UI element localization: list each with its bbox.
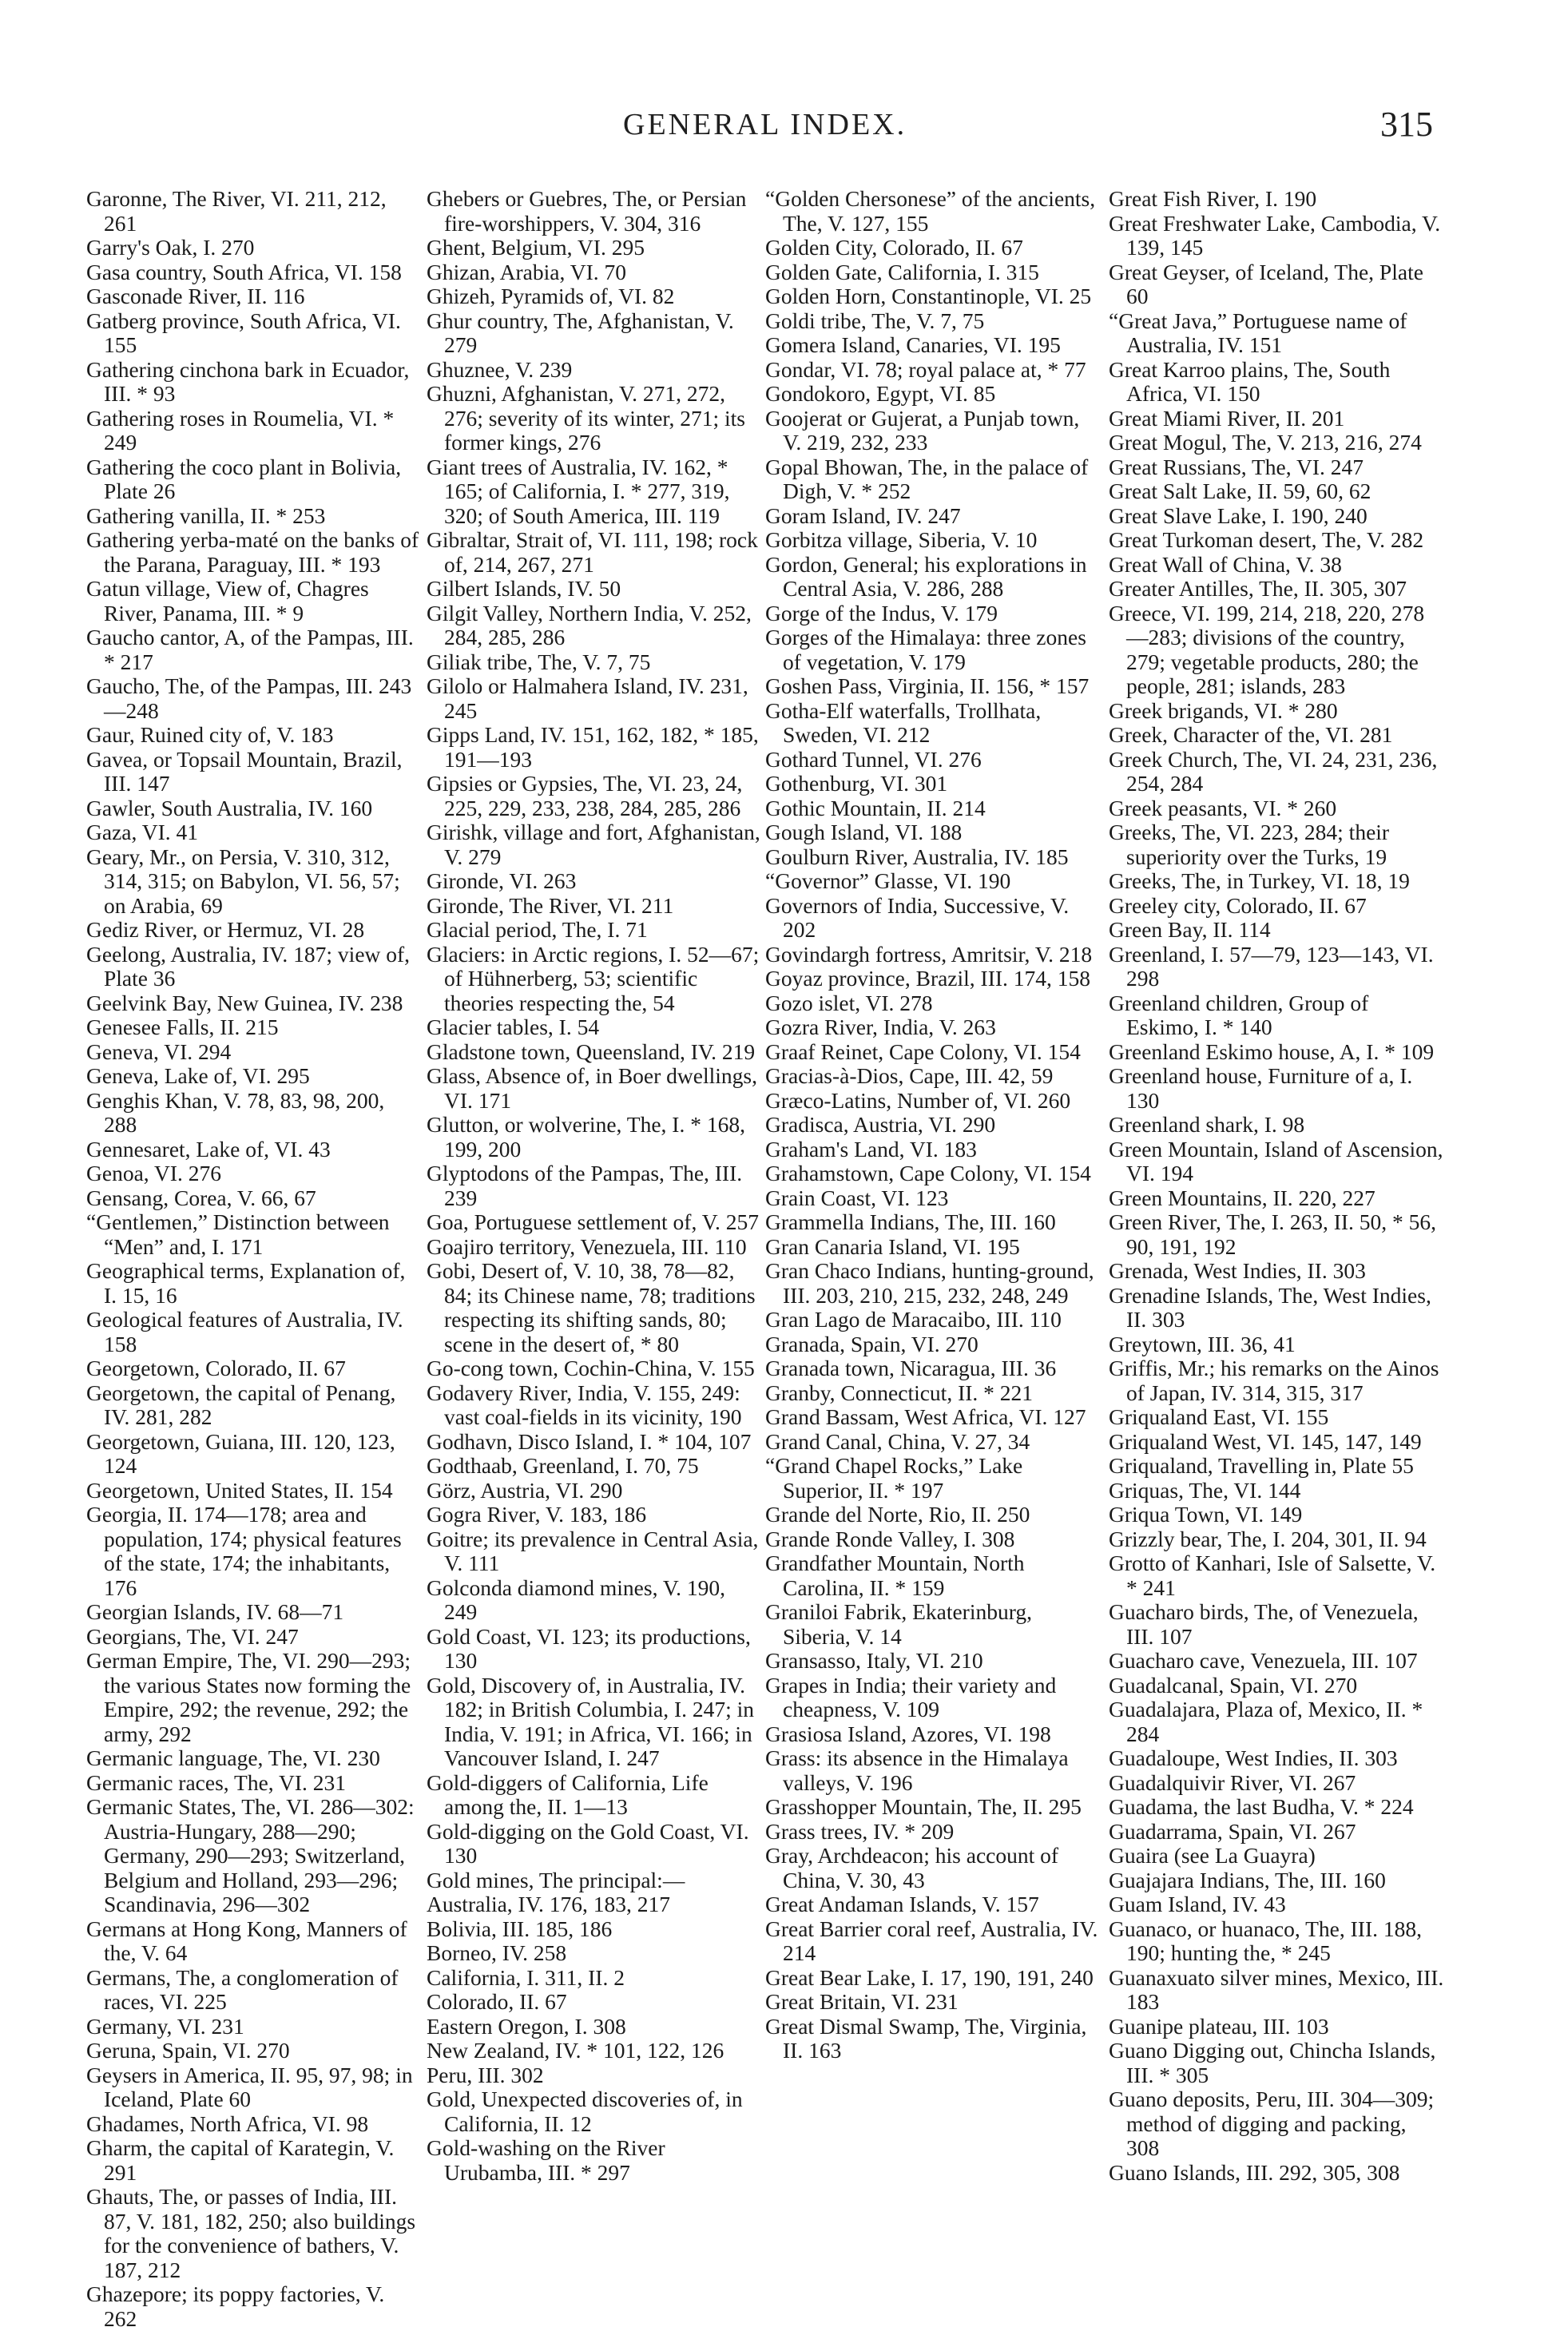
index-entry: Germany, VI. 231 [86,2013,244,2039]
index-entry: Grass: its absence in the Himalaya valleys, V. 196 [765,1745,1069,1795]
index-entry: Griqualand West, VI. 145, 147, 149 [1109,1428,1422,1454]
index-entry: Georgians, The, VI. 247 [86,1623,299,1649]
index-entry: Greenland Eskimo house, A, I. * 109 [1109,1038,1435,1064]
index-entry: Gold-digging on the Gold Coast, VI. 130 [427,1818,749,1868]
index-entry: Geary, Mr., on Persia, V. 310, 312, 314, 315; on Babylon, VI. 56, 57; on Arabia, 69 [86,844,400,918]
index-entry: Græco-Latins, Number of, VI. 260 [765,1087,1071,1113]
index-entry: Guaira (see La Guayra) [1109,1843,1316,1868]
index-entry: Gotha-Elf waterfalls, Trollhata, Sweden, VI. 212 [765,697,1042,747]
index-entry: Germans at Hong Kong, Manners of the, V. 64 [86,1916,407,1965]
index-entry: Greeley city, Colorado, II. 67 [1109,892,1367,918]
index-entry: Goram Island, IV. 247 [765,502,961,528]
index-entry: Germanic races, The, VI. 231 [86,1769,347,1795]
index-entry: Guadalquivir River, VI. 267 [1109,1769,1356,1795]
index-entry: Great Barrier coral reef, Australia, IV. 214 [765,1916,1098,1965]
index-entry: Gensang, Corea, V. 66, 67 [86,1185,316,1210]
index-entry: Griqua Town, VI. 149 [1109,1502,1303,1527]
index-entry: Granby, Connecticut, II. * 221 [765,1380,1034,1405]
index-entry: Geographical terms, Explanation of, I. 15, 16 [86,1258,406,1308]
index-column-2 [427,187,762,2185]
index-entry: Geneva, Lake of, VI. 295 [86,1063,310,1088]
index-entry: Gough Island, VI. 188 [765,820,963,844]
index-entry: Glass, Absence of, in Boer dwellings, VI. 171 [427,1063,757,1113]
index-entry: Ghuzni, Afghanistan, V. 271, 272, 276; severity of its winter, 271; its former kings, 276 [427,381,745,455]
index-entry: Graniloi Fabrik, Ekaterinburg, Siberia, V. 14 [765,1599,1033,1649]
index-entry: Griquas, The, VI. 144 [1109,1477,1301,1503]
index-entry: Green Mountain, Island of Ascension, VI. 194 [1109,1136,1443,1185]
index-entry: Goulburn River, Australia, IV. 185 [765,844,1069,869]
index-entry: Goajiro territory, Venezuela, III. 110 [427,1233,747,1259]
index-entry: Genoa, VI. 276 [86,1161,222,1185]
index-entry: Greater Antilles, The, II. 305, 307 [1109,576,1407,601]
index-entry: Gipsies or Gypsies, The, VI. 23, 24, 225, 229, 233, 238, 284, 285, 286 [427,771,743,820]
index-entry: Greytown, III. 36, 41 [1109,1331,1296,1356]
index-entry: Green River, The, I. 263, II. 50, * 56, 90, 191, 192 [1109,1209,1437,1259]
index-entry: Great Wall of China, V. 38 [1109,551,1342,577]
index-entry: Gradisca, Austria, VI. 290 [765,1112,996,1137]
index-entry: Guacharo cave, Venezuela, III. 107 [1109,1648,1418,1673]
index-entry: Guadalajara, Plaza of, Mexico, II. * 284 [1109,1697,1423,1746]
index-entry: Guacharo birds, The, of Venezuela, III. 107 [1109,1599,1419,1649]
index-entry: Goyaz province, Brazil, III. 174, 158 [765,966,1091,991]
index-entry: Gold mines, The principal:— [427,1867,685,1892]
index-entry: Griffis, Mr.; his remarks on the Ainos of Japan, IV. 314, 315, 317 [1109,1356,1439,1405]
index-entry: Gatberg province, South Africa, VI. 155 [86,308,401,357]
index-entry: Green Mountains, II. 220, 227 [1109,1185,1375,1210]
index-entry: Glaciers: in Arctic regions, I. 52—67; of Hühnerberg, 53; scientific theories respecting the, 54 [427,941,760,1015]
index-entry: Georgetown, Colorado, II. 67 [86,1356,346,1380]
index-entry: Colorado, II. 67 [427,1989,567,2014]
index-entry: Grotto of Kanhari, Isle of Salsette, V. * 241 [1109,1551,1436,1600]
index-entry: Greenland shark, I. 98 [1109,1112,1305,1137]
index-entry: Gomera Island, Canaries, VI. 195 [765,332,1061,357]
index-entry: Genesee Falls, II. 215 [86,1015,279,1039]
index-entry: Great Salt Lake, II. 59, 60, 62 [1109,479,1372,503]
index-entry: Godthaab, Greenland, I. 70, 75 [427,1453,699,1478]
index-entry: Borneo, IV. 258 [427,1940,567,1965]
index-entry: Gasa country, South Africa, VI. 158 [86,259,402,284]
index-entry: Griqualand East, VI. 155 [1109,1404,1329,1429]
index-entry: Grasiosa Island, Azores, VI. 198 [765,1721,1051,1746]
running-header: GENERAL INDEX. [623,108,907,141]
index-entry: Great Freshwater Lake, Cambodia, V. 139, 145 [1109,210,1441,260]
index-entry: Goa, Portuguese settlement of, V. 257 [427,1209,760,1234]
index-entry: “Grand Chapel Rocks,” Lake Superior, II. * 197 [765,1453,1023,1503]
index-entry: Australia, IV. 176, 183, 217 [427,1892,671,1916]
index-entry: Greek Church, The, VI. 24, 231, 236, 254, 284 [1109,746,1438,796]
index-entry: Grizzly bear, The, I. 204, 301, II. 94 [1109,1526,1427,1551]
index-entry: Greek, Character of the, VI. 281 [1109,722,1393,747]
index-entry: Gaza, VI. 41 [86,820,198,844]
index-entry: Great Russians, The, VI. 247 [1109,454,1364,479]
index-entry: Guadarrama, Spain, VI. 267 [1109,1818,1356,1844]
index-entry: Germanic States, The, VI. 286—302: Austria-Hungary, 288—290; Germany, 290—293; Switzerland, Belgium and Holland, 293—296; Scandinavia, 296—302 [86,1794,415,1916]
index-entry: Guanipe plateau, III. 103 [1109,2013,1329,2039]
index-entry: Gopal Bhowan, The, in the palace of Digh, V. * 252 [765,454,1089,503]
index-entry: Great Andaman Islands, V. 157 [765,1892,1039,1916]
index-entry: Gray, Archdeacon; his account of China, V. 30, 43 [765,1843,1059,1892]
index-entry: Great Britain, VI. 231 [765,1989,959,2014]
index-entry: Gaucho cantor, A, of the Pampas, III. * 217 [86,625,414,674]
index-entry: Greek brigands, VI. * 280 [1109,697,1338,723]
index-entry: Golden Gate, California, I. 315 [765,259,1039,284]
index-entry: Grande Ronde Valley, I. 308 [765,1526,1015,1551]
index-entry: Germans, The, a conglomeration of races, VI. 225 [86,1964,399,2014]
index-entry: Gobi, Desert of, V. 10, 38, 78—82, 84; its Chinese name, 78; traditions respecting its shifting sands, 80; scene in the desert of, * 80 [427,1258,756,1356]
index-entry: Glutton, or wolverine, The, I. * 168, 199, 200 [427,1112,745,1162]
index-entry: Gondokoro, Egypt, VI. 85 [765,381,996,406]
index-entry: New Zealand, IV. * 101, 122, 126 [427,2038,724,2063]
index-entry: Geneva, VI. 294 [86,1038,232,1064]
index-entry: Goojerat or Gujerat, a Punjab town, V. 219, 232, 233 [765,405,1080,455]
index-entry: Geological features of Australia, IV. 158 [86,1307,403,1356]
index-entry: Greeks, The, in Turkey, VI. 18, 19 [1109,868,1410,893]
index-entry: “Golden Chersonese” of the ancients, The, V. 127, 155 [765,186,1096,236]
index-entry: Giliak tribe, The, V. 7, 75 [427,649,651,674]
index-entry: Guano Islands, III. 292, 305, 308 [1109,2159,1400,2185]
index-entry: Gibraltar, Strait of, VI. 111, 198; rock of, 214, 267, 271 [427,527,758,577]
index-entry: Gozo islet, VI. 278 [765,990,933,1015]
index-entry: Grapes in India; their variety and cheapness, V. 109 [765,1672,1057,1721]
index-entry: Glacier tables, I. 54 [427,1015,600,1039]
index-entry: Great Fish River, I. 190 [1109,186,1317,211]
index-entry: Granada town, Nicaragua, III. 36 [765,1356,1057,1380]
index-entry: Guajajara Indians, The, III. 160 [1109,1867,1386,1892]
index-entry: Georgia, II. 174—178; area and population, 174; physical features of the state, 174; the inhabitants, 176 [86,1502,402,1600]
index-column-3 [765,187,1101,2063]
index-entry: Genghis Khan, V. 78, 83, 98, 200, 288 [86,1087,385,1137]
index-entry: Gothenburg, VI. 301 [765,771,948,796]
index-entry: Guano deposits, Peru, III. 304—309; method of digging and packing, 308 [1109,2087,1435,2160]
index-entry: Gaur, Ruined city of, V. 183 [86,722,334,747]
index-entry: Gilbert Islands, IV. 50 [427,576,621,601]
index-entry: Granada, Spain, VI. 270 [765,1331,979,1356]
index-entry: “Great Java,” Portuguese name of Australia, IV. 151 [1109,308,1407,357]
index-entry: Godavery River, India, V. 155, 249: vast coal-fields in its vicinity, 190 [427,1380,742,1429]
index-entry: California, I. 311, II. 2 [427,1964,625,1990]
index-entry: Goitre; its prevalence in Central Asia, V. 111 [427,1526,759,1575]
index-entry: Gracias-à-Dios, Cape, III. 42, 59 [765,1063,1054,1088]
index-entry: Gawler, South Australia, IV. 160 [86,795,373,820]
index-entry: Gondar, VI. 78; royal palace at, * 77 [765,356,1086,382]
index-entry: Gipps Land, IV. 151, 162, 182, * 185, 191—193 [427,722,759,772]
index-entry: Great Mogul, The, V. 213, 216, 274 [1109,430,1422,455]
index-entry: Governors of India, Successive, V. 202 [765,892,1070,942]
index-entry: Gathering yerba-maté on the banks of the Parana, Paraguay, III. * 193 [86,527,419,577]
index-entry: Grass trees, IV. * 209 [765,1818,955,1844]
index-entry: Gold, Unexpected discoveries of, in California, II. 12 [427,2087,743,2136]
index-entry: Goldi tribe, The, V. 7, 75 [765,308,985,333]
index-entry: Go-cong town, Cochin-China, V. 155 [427,1356,755,1380]
index-entry: Gediz River, or Hermuz, VI. 28 [86,917,365,942]
index-entry: Grain Coast, VI. 123 [765,1185,949,1210]
index-entry: Great Slave Lake, I. 190, 240 [1109,502,1368,528]
index-entry: Eastern Oregon, I. 308 [427,2013,626,2039]
index-entry: Grande del Norte, Rio, II. 250 [765,1502,1030,1527]
index-entry: Greenland children, Group of Eskimo, I. * 140 [1109,990,1369,1039]
index-entry: Ghizeh, Pyramids of, VI. 82 [427,284,675,308]
index-entry: Gathering roses in Roumelia, VI. * 249 [86,405,395,455]
index-entry: Gogra River, V. 183, 186 [427,1502,647,1527]
index-entry: Gothard Tunnel, VI. 276 [765,746,982,772]
index-entry: Gothic Mountain, II. 214 [765,795,986,820]
index-entry: Gaucho, The, of the Pampas, III. 243—248 [86,673,412,723]
index-entry: Glacial period, The, I. 71 [427,917,648,942]
index-entry: Gironde, VI. 263 [427,868,577,893]
index-entry: Great Karroo plains, The, South Africa, VI. 150 [1109,356,1391,406]
index-entry: Govindargh fortress, Amritsir, V. 218 [765,941,1093,967]
index-entry: Gasconade River, II. 116 [86,284,305,308]
index-entry: Guanaco, or huanaco, The, III. 188, 190; hunting the, * 245 [1109,1916,1422,1965]
index-entry: Golden City, Colorado, II. 67 [765,235,1023,260]
index-entry: Georgetown, Guiana, III. 120, 123, 124 [86,1428,395,1478]
index-entry: Gorges of the Himalaya: three zones of vegetation, V. 179 [765,625,1086,674]
index-entry: Gilgit Valley, Northern India, V. 252, 284, 285, 286 [427,600,752,649]
index-entry: Guanaxuato silver mines, Mexico, III. 183 [1109,1964,1444,2014]
index-entry: Graham's Land, VI. 183 [765,1136,977,1162]
index-entry: Gran Chaco Indians, hunting-ground, III. 203, 210, 215, 232, 248, 249 [765,1258,1094,1308]
index-entry: Ghizan, Arabia, VI. 70 [427,259,626,284]
index-entry: Green Bay, II. 114 [1109,917,1271,942]
index-entry: Greek peasants, VI. * 260 [1109,795,1337,820]
index-entry: Gavea, or Topsail Mountain, Brazil, III. 147 [86,746,403,796]
index-entry: Goshen Pass, Virginia, II. 156, * 157 [765,673,1090,698]
index-entry: Grenadine Islands, The, West Indies, II. 303 [1109,1282,1431,1332]
index-entry: Georgian Islands, IV. 68—71 [86,1599,344,1624]
index-entry: Gorge of the Indus, V. 179 [765,600,998,625]
index-entry: Great Dismal Swamp, The, Virginia, II. 163 [765,2013,1087,2063]
index-entry: Great Miami River, II. 201 [1109,405,1345,431]
index-entry: Guadaloupe, West Indies, II. 303 [1109,1745,1398,1770]
index-entry: Guadama, the last Budha, V. * 224 [1109,1794,1414,1819]
index-entry: Gathering cinchona bark in Ecuador, III. * 93 [86,356,410,406]
index-entry: Gran Canaria Island, VI. 195 [765,1233,1020,1259]
index-entry: Geysers in America, II. 95, 97, 98; in Iceland, Plate 60 [86,2062,413,2111]
index-entry: Grand Canal, China, V. 27, 34 [765,1428,1030,1454]
index-column-4 [1109,187,1444,2185]
index-entry: Grasshopper Mountain, The, II. 295 [765,1794,1082,1819]
index-entry: Guam Island, IV. 43 [1109,1892,1286,1916]
index-entry: Gironde, The River, VI. 211 [427,892,674,918]
index-entry: Guano Digging out, Chincha Islands, III. * 305 [1109,2038,1436,2087]
index-entry: Germanic language, The, VI. 230 [86,1745,380,1770]
index-entry: Peru, III. 302 [427,2062,544,2087]
index-entry: Ghauts, The, or passes of India, III. 87, V. 181, 182, 250; also buildings for the convenience of bathers, V. 187, 212 [86,2184,416,2282]
index-entry: Gathering the coco plant in Bolivia, Plate 26 [86,454,402,503]
index-entry: Gorbitza village, Siberia, V. 10 [765,527,1038,552]
index-entry: Gathering vanilla, II. * 253 [86,502,326,528]
index-entry: Girishk, village and fort, Afghanistan, V. 279 [427,820,760,869]
index-entry: Georgetown, the capital of Penang, IV. 281, 282 [86,1380,396,1429]
index-entry: Bolivia, III. 185, 186 [427,1916,613,1941]
index-entry: Ghent, Belgium, VI. 295 [427,235,645,260]
index-entry: Gozra River, India, V. 263 [765,1015,996,1039]
index-entry: Ghebers or Guebres, The, or Persian fire-worshippers, V. 304, 316 [427,186,747,236]
index-entry: Garry's Oak, I. 270 [86,235,255,260]
index-entry: Gatun village, View of, Chagres River, Panama, III. * 9 [86,576,369,625]
index-entry: Gilolo or Halmahera Island, IV. 231, 245 [427,673,748,723]
index-entry: Gran Lago de Maracaibo, III. 110 [765,1307,1062,1332]
index-entry: Great Bear Lake, I. 17, 190, 191, 240 [765,1964,1094,1990]
index-entry: Great Geyser, of Iceland, The, Plate 60 [1109,259,1423,308]
index-entry: Grenada, West Indies, II. 303 [1109,1258,1366,1283]
index-entry: Giant trees of Australia, IV. 162, * 165; of California, I. * 277, 319, 320; of South America, III. 119 [427,454,730,528]
index-entry: Gladstone town, Queensland, IV. 219 [427,1038,756,1064]
index-entry: “Governor” Glasse, VI. 190 [765,868,1011,893]
index-entry: Geelong, Australia, IV. 187; view of, Plate 36 [86,941,411,991]
index-entry: Gold, Discovery of, in Australia, IV. 182; in British Columbia, I. 247; in India, V. 191; in Africa, VI. 166; in Vancouver Island, I. 247 [427,1672,755,1770]
index-entry: Gharm, the capital of Karategin, V. 291 [86,2135,395,2185]
index-entry: Gennesaret, Lake of, VI. 43 [86,1136,331,1162]
index-entry: Grahamstown, Cape Colony, VI. 154 [765,1161,1091,1185]
index-entry: Great Turkoman desert, The, V. 282 [1109,527,1424,552]
index-entry: Golden Horn, Constantinople, VI. 25 [765,284,1092,308]
index-entry: Grandfather Mountain, North Carolina, II. * 159 [765,1551,1025,1600]
index-column-1 [86,187,422,2331]
index-entry: Griqualand, Travelling in, Plate 55 [1109,1453,1414,1478]
index-entry: Ghur country, The, Afghanistan, V. 279 [427,308,734,357]
index-entry: Geruna, Spain, VI. 270 [86,2038,290,2063]
index-entry: Golconda diamond mines, V. 190, 249 [427,1575,726,1624]
index-entry: Gold-washing on the River Urubamba, III. * 297 [427,2135,665,2185]
index-entry: Georgetown, United States, II. 154 [86,1477,393,1503]
index-entry: Grammella Indians, The, III. 160 [765,1209,1056,1234]
index-entry: Greece, VI. 199, 214, 218, 220, 278—283; divisions of the country, 279; vegetable products, 280; the people, 281; islands, 283 [1109,600,1425,698]
index-entry: Gold-diggers of California, Life among the, II. 1—13 [427,1769,709,1819]
index-entry: Godhavn, Disco Island, I. * 104, 107 [427,1428,752,1454]
index-entry: Greenland, I. 57—79, 123—143, VI. 298 [1109,941,1434,991]
index-entry: Ghuznee, V. 239 [427,356,573,382]
index-entry: Gordon, General; his explorations in Central Asia, V. 286, 288 [765,551,1087,601]
index-entry: Gransasso, Italy, VI. 210 [765,1648,983,1673]
index-entry: Guadalcanal, Spain, VI. 270 [1109,1672,1358,1698]
index-entry: Görz, Austria, VI. 290 [427,1477,623,1503]
index-entry: Grand Bassam, West Africa, VI. 127 [765,1404,1086,1429]
index-entry: Ghazepore; its poppy factories, V. 262 [86,2281,385,2331]
index-entry: “Gentlemen,” Distinction between “Men” and, I. 171 [86,1209,390,1259]
index-entry: Gold Coast, VI. 123; its productions, 130 [427,1623,751,1673]
index-entry: Ghadames, North Africa, VI. 98 [86,2111,369,2136]
index-entry: Garonne, The River, VI. 211, 212, 261 [86,186,387,236]
index-entry: Greeks, The, VI. 223, 284; their superiority over the Turks, 19 [1109,820,1390,869]
index-entry: Greenland house, Furniture of a, I. 130 [1109,1063,1413,1113]
index-entry: Graaf Reinet, Cape Colony, VI. 154 [765,1038,1081,1064]
index-entry: German Empire, The, VI. 290—293; the various States now forming the Empire, 292; the revenue, 292; the army, 292 [86,1648,411,1746]
index-entry: Glyptodons of the Pampas, The, III. 239 [427,1161,743,1210]
page-number: 315 [1380,105,1433,144]
index-entry: Geelvink Bay, New Guinea, IV. 238 [86,990,403,1015]
